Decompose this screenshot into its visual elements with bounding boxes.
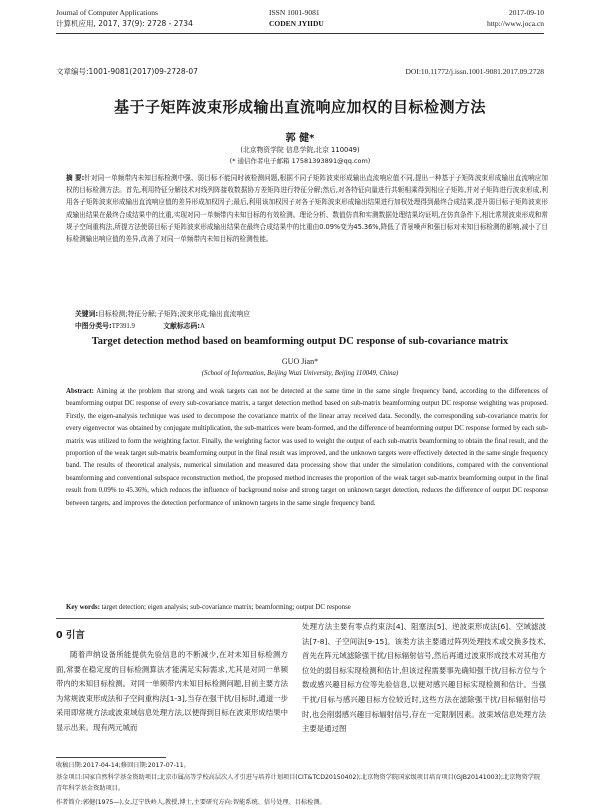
classification <box>75 320 205 330</box>
journal-name: Journal of Computer Applications <box>56 8 158 17</box>
header-rule <box>56 33 544 34</box>
footnote-rule <box>56 757 166 758</box>
abstract-cn-label: 摘 要: <box>66 174 85 182</box>
corresponding-email: (* 通信作者电子邮箱 17581393891@qq.com) <box>229 157 371 165</box>
article-number: 文章编号:1001-9081(2017)09-2728-07 <box>56 67 198 76</box>
footnote-author: 作者简介:郭健(1975—),女,辽宁铁岭人,教授,博士,主要研究方向:智能系统、信号处理、目标检测。 <box>56 799 326 806</box>
abstract-cn-text: 针对同一单频带内未知目标检测中强、弱目标不能同时被检测问题,根据不同子矩阵波束形成输出直流响应值不同,提出一种基于子矩阵波束形成输出直流响应加权的目标检测方法。首先,利用特征分解技术对线列阵接收数据协方差矩阵进行特征分解;然后,对各特征向量进行共轭相乘得到相应子矩阵,并对子矩阵进行波束形成,利用各子矩阵波束形成输出直流响应值的差异形成加权因子;最后,利用该加权因子对各子矩阵波束形成输出结果进行加权处理得到最终合成结果,提升弱目标子矩阵波束形成输出结果在最终合成结果中的比重,实现对同一单频带内未知目标的有效检测。理论分析、数值仿真和实测数据处理结果均证明,在仿真条件下,相比常规波束形成和常规子空间重构法,所提方法使弱目标子矩阵波束形成输出结果在最终合成结果中的比重由0.09%变为45.36%,降低了背景噪声和强目标对未知目标检测的影响,减小了目标检测输出响应值的差异,改善了对同一单频带内未知目标的检测性能。 <box>66 174 548 244</box>
footnote-received: 收稿日期:2017-04-14;修回日期:2017-07-11。 <box>56 762 190 769</box>
author-cn: 郭 健* <box>285 133 315 144</box>
doc-code-label: 文献标志码: <box>163 322 200 330</box>
keywords-cn-text: 目标检测;特征分解;子矩阵;波束形成;输出直流响应 <box>98 310 251 318</box>
section-heading: 0 引言 <box>56 630 85 641</box>
coden: CODEN JYIIDU <box>269 19 324 28</box>
doi: DOI:10.11772/j.issn.1001-9081.2017.09.2728 <box>405 67 544 76</box>
journal-citation: 计算机应用, 2017, 37(9): 2728 - 2734 <box>56 19 193 28</box>
affiliation-cn: (北京物资学院 信息学院,北京 110049) <box>240 146 360 154</box>
affiliation-en: (School of Information, Beijing Wuzi University, Beijing 110049, China) <box>201 370 399 377</box>
journal-url: http://www.joca.cn <box>486 19 544 28</box>
abstract-en-text: Aiming at the problem that strong and weak targets can not be detected at the same time in the same single frequency band, according to the differences of beamforming output DC response of every sub-covariance matrix, a target detection method based on sub-matrix beamforming output DC response weighting was proposed. Firstly, the eigen-analysis technique was used to decompose the covariance matrix of the linear array received data. Secondly, the corresponding sub-covariance matrix for every eigenvector was obtained by conjugate multiplication, the sub-matrices were beam-formed, and the difference of beamforming output DC response formed by each sub-matrix was utilized to form the weighting factor. Finally, the weighting factor was used to weight the output of each sub-matrix beamforming to obtain the final result, and the proportion of the weak target sub-matrix beamforming output in the final result was improved, and the unknown targets were effectively detected in the same single frequency band. The results of theoretical analysis, numerical simulation and measured data processing show that under the simulation conditions, compared with the conventional beamforming and conventional subspace reconstruction method, the proposed method increases the proportion of the weak target sub-matrix beamforming output in the final result from 0.09% to 45.36%, which reduces the influence of background noise and strong target on unknown target detection, reduces the difference of output DC response between targets, and improves the detection performance of unknown targets in the same single frequency band. <box>66 388 548 507</box>
author-en: GUO Jian* <box>281 357 319 366</box>
keywords-cn <box>75 308 250 318</box>
abstract-rule <box>56 618 544 619</box>
keywords-cn-label: 关键词: <box>75 310 99 318</box>
title-cn: 基于子矩阵波束形成输出直流响应加权的目标检测方法 <box>113 98 486 116</box>
body-left-column: 随着声纳设备所能提供先验信息的不断减少,在对未知目标检测方面,常要在稳定度的目标检测算法才能满足实际需求,尤其是对同一单频带内的未知目标检测。对同一单频带内未知目标检测问题,目前主要方法为常规波束形成法和子空间重构法[1-3],当存在强干扰/目标时,通道一步采用即常规方法或波束域信息处理方法,以便得到目标在波束形成结果中显示出来。现有两元城而 <box>56 650 288 732</box>
keywords-en-text: target detection; eigen analysis; sub-covariance matrix; beamforming; output DC response <box>101 604 351 611</box>
body-right-column: 处理方法主要有零点约束法[4]、阻塞法[5]、逆波束形成法[6]、空域滤波法[7-8]、子空间法[9-15]。该类方法主要通过阵列处理技术或交换多技术,首先在阵元域滤除强干扰/目标辐射信号,然后再通过波束形成技术对其他方位处的弱目标实现检测和估计,但该过程需要事先确知强干扰/目标方位与个数或感兴趣目标方位等先验信息,以便对感兴趣目标实现检测和估计。当强干扰/目标与感兴趣目标方位较近时,这些方法在滤除强干扰/目标辐射信号时,也会削弱感兴趣目标辐射信号,存在一定限制因素。波束域信息处理方法主要是通过图 <box>302 622 546 734</box>
title-en: Target detection method based on beamforming output DC response of sub-covariance matrix <box>91 336 509 347</box>
clc-label: 中图分类号: <box>75 322 112 330</box>
abstract-cn <box>66 172 548 245</box>
doc-code: A <box>199 323 205 330</box>
keywords-en-label: Key words: <box>66 604 100 611</box>
abstract-en-label: Abstract: <box>66 388 94 395</box>
keywords-en <box>66 604 548 611</box>
footnote-funding: 基金项目:国家自然科学基金资助项目;北京市属高等学校高层次人才引进与培养计划项目(CIT&TCD20150402);北京物资学院国家级项目培育项目(GJB20141003);北京物资学院青年科学基金资助项目。 <box>56 774 541 793</box>
issn: ISSN 1001-9081 <box>269 8 320 17</box>
abstract-en <box>66 386 548 510</box>
clc-code: TP391.9 <box>111 323 135 330</box>
issue-date: 2017-09-10 <box>509 8 544 17</box>
